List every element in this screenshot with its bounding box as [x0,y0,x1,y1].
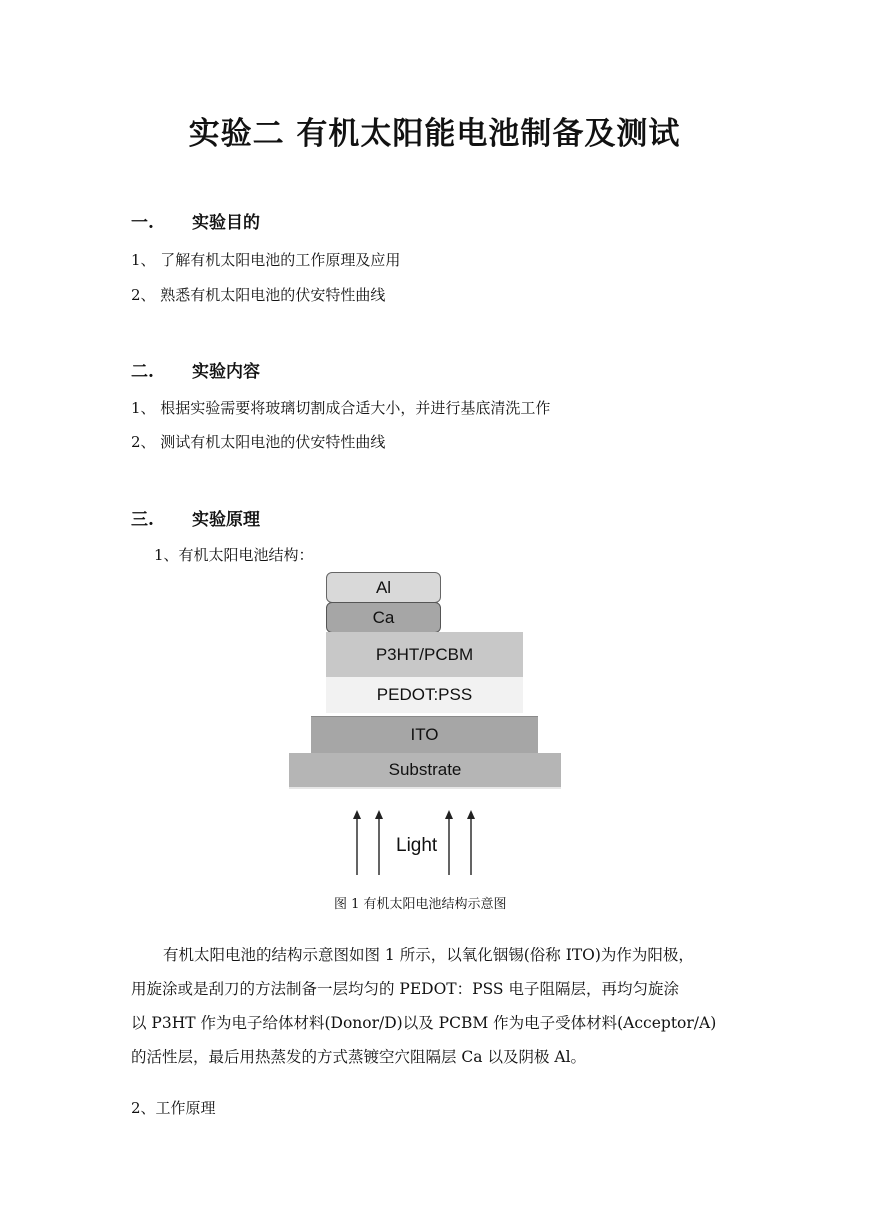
subheading-working-principle: 2、工作原理 [131,1099,216,1117]
section-3-title: 实验原理 [192,510,260,530]
layer-substrate: Substrate [289,753,561,789]
section-3-number: 三. [131,510,154,530]
arrow-head-2 [375,810,383,819]
section-1-title: 实验目的 [192,213,260,233]
arrow-head-4 [467,810,475,819]
section-2-number: 二. [131,362,154,382]
section-1-item-2: 2、 熟悉有机太阳电池的伏安特性曲线 [131,286,386,304]
arrow-head-1 [353,810,361,819]
document-title: 实验二 有机太阳能电池制备及测试 [188,116,681,152]
section-1-item-1: 1、 了解有机太阳电池的工作原理及应用 [131,251,401,269]
body-paragraph [131,938,741,1074]
paragraph-line-1: 有机太阳电池的结构示意图如图 1 所示，以氧化铟锡(俗称 ITO)为作为阳极， [163,946,694,964]
arrow-head-3 [445,810,453,819]
paragraph-line-3: 以 P3HT 作为电子给体材料(Donor/D)以及 PCBM 作为电子受体材料(Acceptor/A) [131,1014,717,1032]
layer-ito: ITO [311,716,538,753]
paragraph-line-2: 用旋涂或是刮刀的方法制备一层均匀的 PEDOT：PSS 电子阻隔层，再均匀旋涂 [131,980,679,998]
section-3-subheading: 1、有机太阳电池结构： [154,546,314,564]
layer-al: Al [326,572,441,603]
light-label: Light [396,835,438,856]
section-1-number: 一. [131,213,154,233]
paragraph-line-4: 的活性层，最后用热蒸发的方式蒸镀空穴阻隔层 Ca 以及阴极 Al。 [131,1048,587,1066]
section-2-item-1: 1、 根据实验需要将玻璃切割成合适大小，并进行基底清洗工作 [131,399,551,417]
layer-p3ht-pcbm: P3HT/PCBM [326,632,523,677]
section-2-item-2: 2、 测试有机太阳电池的伏安特性曲线 [131,433,386,451]
section-2-title: 实验内容 [192,362,260,382]
figure-caption: 图 1 有机太阳电池结构示意图 [334,897,507,912]
layer-ca: Ca [326,602,441,633]
layer-pedot-pss: PEDOT:PSS [326,677,523,713]
